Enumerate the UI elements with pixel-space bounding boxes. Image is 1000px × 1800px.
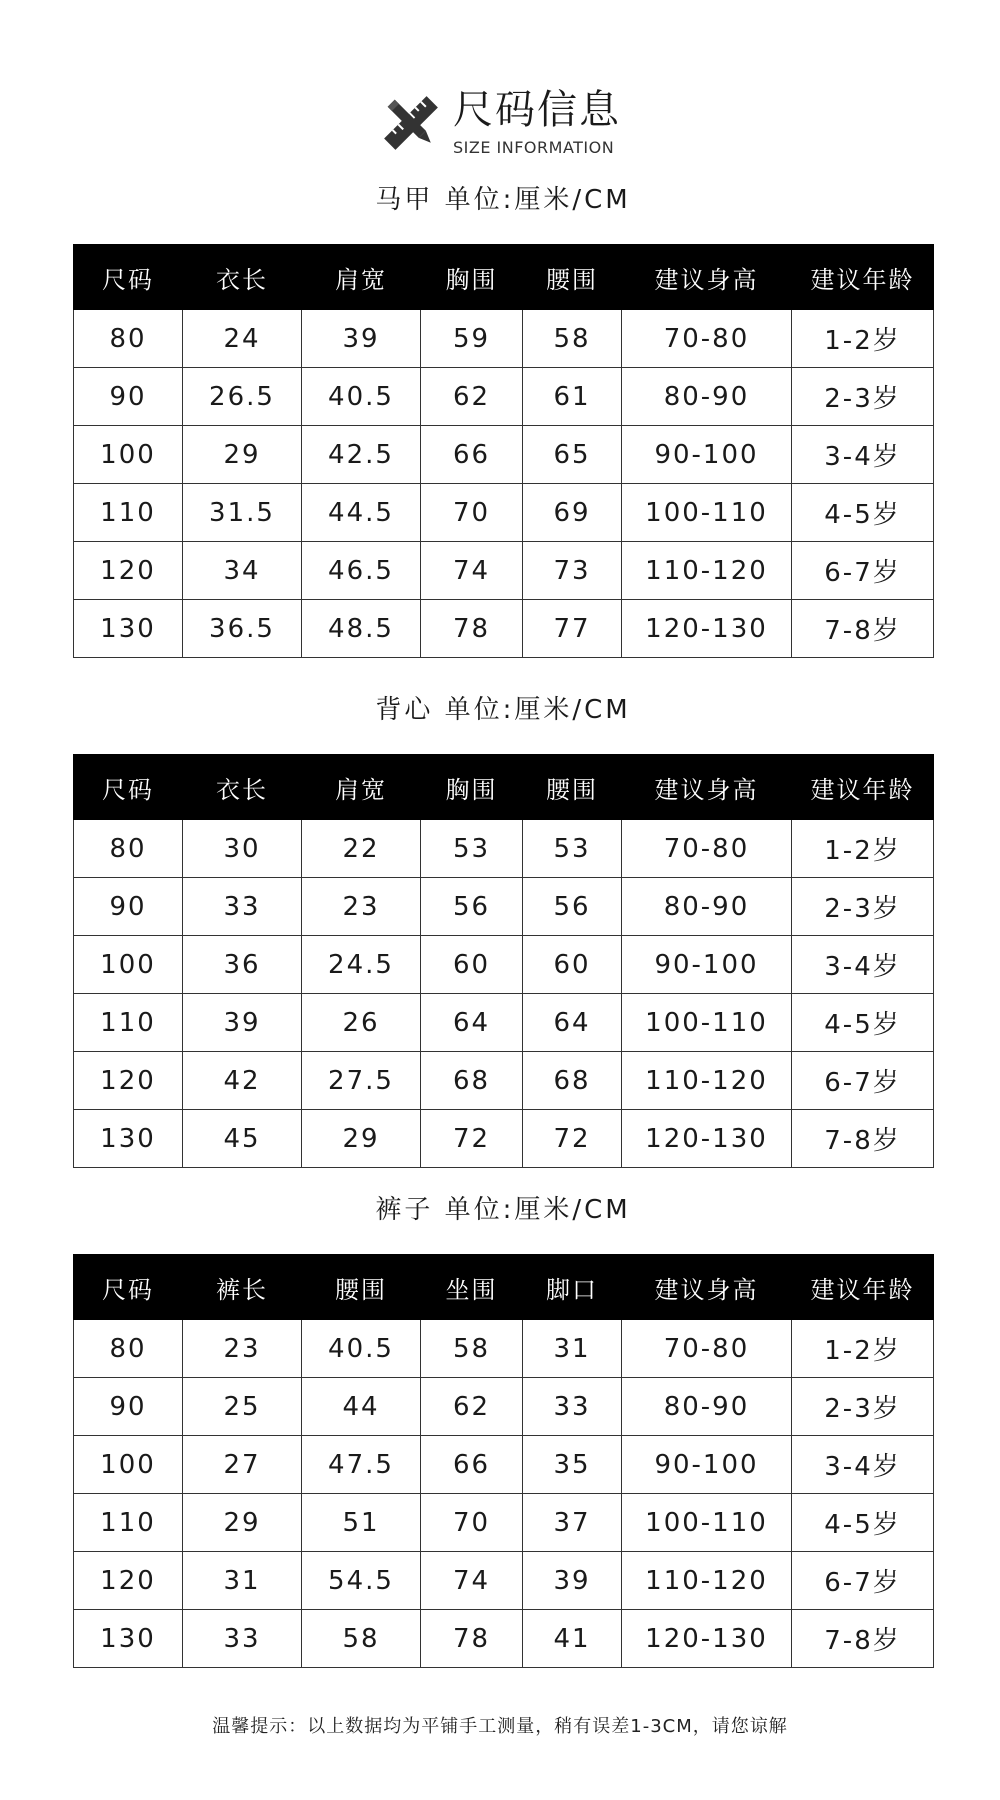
column-header: 尺码: [74, 245, 183, 310]
table-cell: 4-5岁: [792, 484, 934, 542]
table-cell: 40.5: [302, 1320, 421, 1378]
table-cell: 130: [74, 1610, 183, 1668]
table-cell: 33: [183, 1610, 302, 1668]
table-cell: 33: [523, 1378, 622, 1436]
column-header: 胸围: [421, 755, 523, 820]
table-cell: 36: [183, 936, 302, 994]
page-subtitle: SIZE INFORMATION: [453, 138, 615, 157]
table-row: [74, 310, 934, 368]
column-header: 建议年龄: [792, 245, 934, 310]
table-row: [74, 994, 934, 1052]
column-header: 建议身高: [622, 245, 792, 310]
size-table: [73, 244, 934, 658]
column-header: 腰围: [302, 1255, 421, 1320]
table-cell: 61: [523, 368, 622, 426]
table-cell: 80-90: [622, 368, 792, 426]
table-cell: 31: [523, 1320, 622, 1378]
table-cell: 42: [183, 1052, 302, 1110]
table-cell: 1-2岁: [792, 1320, 934, 1378]
table-cell: 110: [74, 484, 183, 542]
size-table: [73, 1254, 934, 1668]
table-cell: 120-130: [622, 600, 792, 658]
table-cell: 34: [183, 542, 302, 600]
table-cell: 7-8岁: [792, 600, 934, 658]
column-header: 腰围: [523, 755, 622, 820]
table-cell: 23: [183, 1320, 302, 1378]
table-cell: 90-100: [622, 1436, 792, 1494]
table-cell: 80: [74, 820, 183, 878]
table-cell: 44: [302, 1378, 421, 1436]
table-cell: 56: [421, 878, 523, 936]
table-cell: 36.5: [183, 600, 302, 658]
table-cell: 100: [74, 426, 183, 484]
table-cell: 3-4岁: [792, 426, 934, 484]
table-cell: 29: [183, 426, 302, 484]
table-cell: 53: [421, 820, 523, 878]
table-cell: 7-8岁: [792, 1110, 934, 1168]
table-cell: 72: [523, 1110, 622, 1168]
table-cell: 39: [523, 1552, 622, 1610]
column-header: 尺码: [74, 755, 183, 820]
table-cell: 59: [421, 310, 523, 368]
table-row: [74, 368, 934, 426]
table-cell: 90: [74, 1378, 183, 1436]
table-row: [74, 1052, 934, 1110]
table-cell: 70: [421, 1494, 523, 1552]
table-cell: 23: [302, 878, 421, 936]
section-title: 裤子 单位:厘米/CM: [375, 1195, 631, 1225]
table-cell: 68: [421, 1052, 523, 1110]
column-header: 建议身高: [622, 1255, 792, 1320]
table-cell: 66: [421, 1436, 523, 1494]
table-cell: 80: [74, 310, 183, 368]
table-cell: 120: [74, 542, 183, 600]
column-header: 建议年龄: [792, 1255, 934, 1320]
table-cell: 29: [302, 1110, 421, 1168]
column-header: 建议身高: [622, 755, 792, 820]
table-cell: 74: [421, 542, 523, 600]
table-cell: 64: [421, 994, 523, 1052]
table-cell: 2-3岁: [792, 1378, 934, 1436]
table-cell: 73: [523, 542, 622, 600]
table-cell: 4-5岁: [792, 994, 934, 1052]
table-cell: 80: [74, 1320, 183, 1378]
size-section-pants: [73, 1190, 933, 1668]
table-cell: 22: [302, 820, 421, 878]
table-row: [74, 1378, 934, 1436]
table-cell: 40.5: [302, 368, 421, 426]
table-cell: 26.5: [183, 368, 302, 426]
table-cell: 130: [74, 1110, 183, 1168]
table-cell: 24.5: [302, 936, 421, 994]
size-section-tank-top: [73, 690, 933, 1168]
table-cell: 130: [74, 600, 183, 658]
table-header-row: [74, 1255, 934, 1320]
table-row: [74, 1436, 934, 1494]
table-cell: 60: [523, 936, 622, 994]
table-cell: 58: [421, 1320, 523, 1378]
table-cell: 77: [523, 600, 622, 658]
table-cell: 68: [523, 1052, 622, 1110]
table-row: [74, 1552, 934, 1610]
page-title: 尺码信息: [453, 87, 621, 133]
table-cell: 90: [74, 368, 183, 426]
table-cell: 69: [523, 484, 622, 542]
table-cell: 56: [523, 878, 622, 936]
table-cell: 110-120: [622, 1052, 792, 1110]
table-row: [74, 426, 934, 484]
column-header: 建议年龄: [792, 755, 934, 820]
table-cell: 110-120: [622, 542, 792, 600]
table-cell: 25: [183, 1378, 302, 1436]
table-cell: 62: [421, 1378, 523, 1436]
column-header: 裤长: [183, 1255, 302, 1320]
column-header: 尺码: [74, 1255, 183, 1320]
table-cell: 110: [74, 1494, 183, 1552]
table-cell: 29: [183, 1494, 302, 1552]
column-header: 坐围: [421, 1255, 523, 1320]
table-cell: 78: [421, 600, 523, 658]
table-row: [74, 1110, 934, 1168]
table-cell: 24: [183, 310, 302, 368]
table-cell: 90-100: [622, 426, 792, 484]
table-cell: 2-3岁: [792, 878, 934, 936]
table-cell: 90-100: [622, 936, 792, 994]
table-cell: 39: [302, 310, 421, 368]
table-cell: 27.5: [302, 1052, 421, 1110]
ruler-pencil-icon: [379, 91, 443, 155]
table-cell: 64: [523, 994, 622, 1052]
table-cell: 62: [421, 368, 523, 426]
table-cell: 1-2岁: [792, 310, 934, 368]
table-cell: 70-80: [622, 310, 792, 368]
size-section-vest: [73, 180, 933, 658]
table-cell: 42.5: [302, 426, 421, 484]
table-cell: 41: [523, 1610, 622, 1668]
table-cell: 78: [421, 1610, 523, 1668]
table-cell: 65: [523, 426, 622, 484]
column-header: 腰围: [523, 245, 622, 310]
table-cell: 66: [421, 426, 523, 484]
table-cell: 80-90: [622, 1378, 792, 1436]
table-cell: 60: [421, 936, 523, 994]
table-row: [74, 878, 934, 936]
table-cell: 37: [523, 1494, 622, 1552]
table-cell: 31.5: [183, 484, 302, 542]
table-cell: 39: [183, 994, 302, 1052]
table-header-row: [74, 755, 934, 820]
table-cell: 46.5: [302, 542, 421, 600]
table-row: [74, 936, 934, 994]
table-cell: 72: [421, 1110, 523, 1168]
size-table: [73, 754, 934, 1168]
table-cell: 31: [183, 1552, 302, 1610]
table-cell: 80-90: [622, 878, 792, 936]
table-cell: 120: [74, 1552, 183, 1610]
column-header: 衣长: [183, 245, 302, 310]
table-cell: 6-7岁: [792, 1052, 934, 1110]
table-cell: 90: [74, 878, 183, 936]
table-cell: 7-8岁: [792, 1610, 934, 1668]
table-cell: 70: [421, 484, 523, 542]
table-row: [74, 1610, 934, 1668]
table-cell: 45: [183, 1110, 302, 1168]
table-cell: 1-2岁: [792, 820, 934, 878]
table-cell: 120-130: [622, 1110, 792, 1168]
table-cell: 100: [74, 1436, 183, 1494]
table-cell: 74: [421, 1552, 523, 1610]
table-cell: 44.5: [302, 484, 421, 542]
table-cell: 100-110: [622, 994, 792, 1052]
table-cell: 33: [183, 878, 302, 936]
table-row: [74, 1494, 934, 1552]
table-cell: 100: [74, 936, 183, 994]
table-row: [74, 484, 934, 542]
table-cell: 58: [302, 1610, 421, 1668]
table-cell: 53: [523, 820, 622, 878]
table-row: [74, 600, 934, 658]
column-header: 衣长: [183, 755, 302, 820]
table-cell: 30: [183, 820, 302, 878]
table-row: [74, 542, 934, 600]
table-cell: 120: [74, 1052, 183, 1110]
table-row: [74, 1320, 934, 1378]
table-cell: 3-4岁: [792, 1436, 934, 1494]
column-header: 脚口: [523, 1255, 622, 1320]
column-header: 肩宽: [302, 245, 421, 310]
table-cell: 27: [183, 1436, 302, 1494]
table-cell: 35: [523, 1436, 622, 1494]
table-cell: 47.5: [302, 1436, 421, 1494]
table-cell: 100-110: [622, 484, 792, 542]
table-cell: 51: [302, 1494, 421, 1552]
section-title: 马甲 单位:厘米/CM: [375, 185, 631, 215]
column-header: 胸围: [421, 245, 523, 310]
table-row: [74, 820, 934, 878]
table-cell: 100-110: [622, 1494, 792, 1552]
table-cell: 48.5: [302, 600, 421, 658]
table-cell: 110: [74, 994, 183, 1052]
column-header: 肩宽: [302, 755, 421, 820]
table-cell: 70-80: [622, 820, 792, 878]
table-cell: 6-7岁: [792, 542, 934, 600]
table-cell: 4-5岁: [792, 1494, 934, 1552]
table-cell: 2-3岁: [792, 368, 934, 426]
table-cell: 3-4岁: [792, 936, 934, 994]
table-cell: 6-7岁: [792, 1552, 934, 1610]
table-cell: 110-120: [622, 1552, 792, 1610]
measurement-note: 温馨提示：以上数据均为平铺手工测量，稍有误差1-3CM，请您谅解: [212, 1716, 788, 1737]
page-header: [0, 88, 1000, 158]
table-cell: 120-130: [622, 1610, 792, 1668]
section-title: 背心 单位:厘米/CM: [375, 695, 631, 725]
table-header-row: [74, 245, 934, 310]
table-cell: 54.5: [302, 1552, 421, 1610]
table-cell: 26: [302, 994, 421, 1052]
table-cell: 58: [523, 310, 622, 368]
table-cell: 70-80: [622, 1320, 792, 1378]
